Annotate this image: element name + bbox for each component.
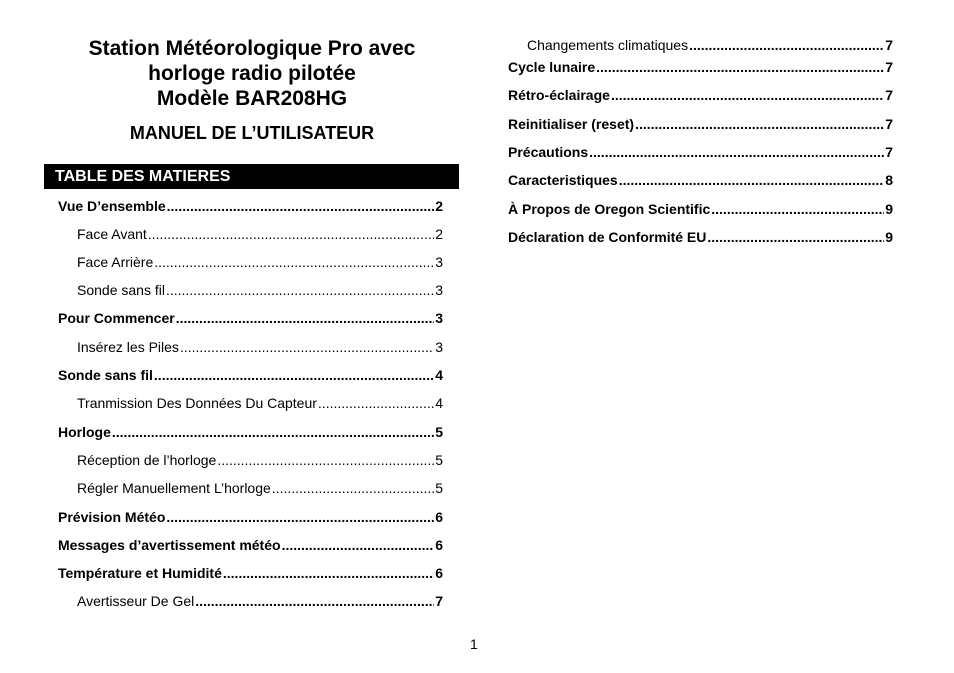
toc-entry-inserez-piles[interactable] [77,338,443,356]
toc-entry-label: Face Avant [77,226,147,242]
toc-entry-declaration-conformite[interactable] [508,228,893,246]
toc-entry-page: 7 [435,593,443,609]
leader-dots [166,281,434,299]
document-subtitle: MANUEL DE L’UTILISATEUR [129,123,375,143]
toc-entry-page: 3 [435,254,443,270]
leader-dots [589,143,884,161]
leader-dots [223,564,434,582]
leader-dots [148,225,434,243]
toc-entry-page: 6 [435,537,443,553]
toc-entry-label: Caracteristiques [508,172,618,188]
toc-entry-label: Reinitialiser (reset) [508,116,635,132]
toc-entry-caracteristiques[interactable] [508,171,893,189]
toc-entry-sonde-sans-fil[interactable] [58,366,443,384]
toc-entry-page: 3 [435,282,443,298]
leader-dots [180,338,434,356]
toc-entry-label: Sonde sans fil [77,282,165,298]
leader-dots [154,366,434,384]
leader-dots [619,171,884,189]
toc-entry-label: Avertisseur De Gel [77,593,195,609]
toc-entry-transmission[interactable] [77,394,443,412]
leader-dots [596,58,884,76]
toc-entry-cycle-lunaire[interactable] [508,58,893,76]
leader-dots [272,479,434,497]
toc-entry-label: Vue D’ensemble [58,198,166,214]
toc-entry-horloge[interactable] [58,423,443,441]
toc-entry-label: Température et Humidité [58,565,222,581]
toc-entry-page: 7 [885,116,893,132]
toc-entry-changements-climatiques[interactable] [527,36,893,54]
leader-dots [112,423,434,441]
toc-entry-page: 5 [435,480,443,496]
leader-dots [282,536,435,554]
toc-entry-label: Prévision Météo [58,509,166,525]
toc-entry-page: 3 [435,339,443,355]
page-number: 1 [470,636,478,652]
toc-entry-label: Régler Manuellement L’horloge [77,480,271,496]
toc-entry-page: 2 [435,198,443,214]
leader-dots [635,115,884,133]
toc-entry-label: Déclaration de Conformité EU [508,229,707,245]
toc-entry-retro-eclairage[interactable] [508,86,893,104]
toc-entry-reinitialiser[interactable] [508,115,893,133]
leader-dots [707,228,884,246]
toc-entry-label: Précautions [508,144,589,160]
toc-entry-label: Rétro-éclairage [508,87,610,103]
toc-entry-page: 7 [885,37,893,53]
leader-dots [167,197,435,215]
toc-entry-page: 9 [885,229,893,245]
toc-entry-label: Insérez les Piles [77,339,179,355]
toc-entry-precautions[interactable] [508,143,893,161]
leader-dots [195,592,434,610]
toc-entry-page: 4 [435,395,443,411]
toc-entry-label: Face Arrière [77,254,154,270]
toc-heading: TABLE DES MATIERES [44,164,459,189]
toc-entry-page: 3 [435,310,443,326]
leader-dots [711,200,884,218]
toc-entry-prevision-meteo[interactable] [58,508,443,526]
title-line-1: Station Météorologique Pro avec [88,37,416,60]
toc-entry-page: 7 [885,87,893,103]
toc-entry-avertisseur-gel[interactable] [77,592,443,610]
toc-entry-page: 4 [435,367,443,383]
toc-entry-label: Horloge [58,424,111,440]
toc-entry-face-avant[interactable] [77,225,443,243]
leader-dots [611,86,884,104]
toc-entry-pour-commencer[interactable] [58,309,443,327]
leader-dots [154,253,434,271]
toc-entry-sonde-sans-fil-sub[interactable] [77,281,443,299]
leader-dots [318,394,434,412]
toc-entry-label: Sonde sans fil [58,367,153,383]
title-line-3: Modèle BAR208HG [156,87,348,110]
leader-dots [176,309,435,327]
toc-entry-label: À Propos de Oregon Scientific [508,201,711,217]
toc-entry-label: Réception de l’horloge [77,452,217,468]
toc-entry-label: Messages d’avertissement météo [58,537,281,553]
toc-entry-messages-avertissement[interactable] [58,536,443,554]
leader-dots [217,451,434,469]
toc-entry-page: 7 [885,144,893,160]
toc-entry-page: 6 [435,565,443,581]
title-line-2: horloge radio pilotée [148,62,356,85]
toc-entry-page: 8 [885,172,893,188]
toc-entry-label: Pour Commencer [58,310,175,326]
toc-entry-page: 5 [435,452,443,468]
toc-entry-vue-ensemble[interactable] [58,197,443,215]
toc-entry-page: 2 [435,226,443,242]
toc-entry-reception-horloge[interactable] [77,451,443,469]
toc-entry-page: 9 [885,201,893,217]
leader-dots [689,36,884,54]
toc-entry-a-propos[interactable] [508,200,893,218]
toc-entry-regler-horloge[interactable] [77,479,443,497]
toc-entry-label: Changements climatiques [527,37,689,53]
document-title [42,36,462,111]
toc-entry-page: 5 [435,424,443,440]
toc-entry-label: Tranmission Des Données Du Capteur [77,395,317,411]
toc-entry-page: 7 [885,59,893,75]
toc-entry-page: 6 [435,509,443,525]
toc-entry-label: Cycle lunaire [508,59,596,75]
leader-dots [166,508,434,526]
toc-entry-temperature-humidite[interactable] [58,564,443,582]
toc-entry-face-arriere[interactable] [77,253,443,271]
